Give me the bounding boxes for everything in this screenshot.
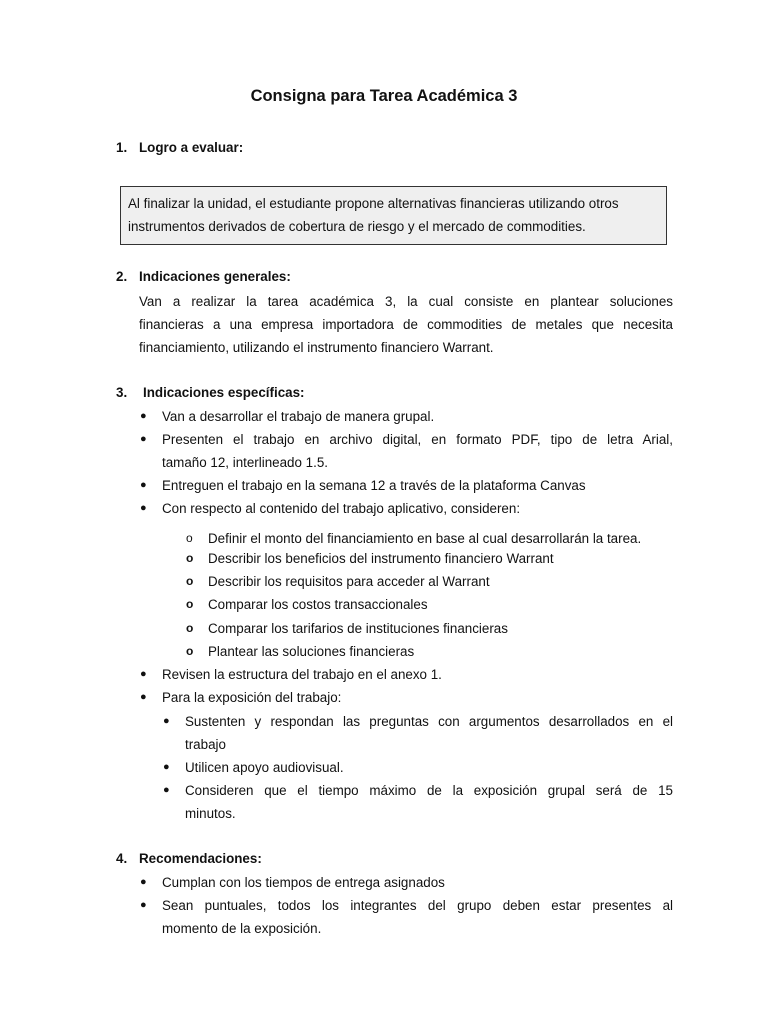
circle-bullet-icon: o (186, 551, 194, 565)
bullet-icon: ● (163, 715, 170, 727)
content-subitem-4: Comparar los costos transaccionales (208, 597, 428, 612)
section-3-number: 3. (116, 385, 128, 400)
circle-bullet-icon: o (186, 621, 194, 635)
bullet-icon: ● (140, 433, 147, 445)
learning-outcome-line-1: Al finalizar la unidad, el estudiante propone alternativas financieras utilizando otros (128, 196, 619, 211)
section-4-heading: Recomendaciones: (139, 851, 262, 866)
section-2-number: 2. (116, 269, 128, 284)
section-2-heading: Indicaciones generales: (139, 269, 291, 284)
exposition-item-3-line-1: Consideren que el tiempo máximo de la exposición grupal será de 15 (185, 783, 673, 798)
general-line-2: financieras a una empresa importadora de commodities de metales que necesita (139, 317, 673, 332)
specific-item-1: Van a desarrollar el trabajo de manera grupal. (162, 409, 435, 424)
bullet-icon: ● (140, 899, 147, 911)
learning-outcome-line-2: instrumentos derivados de cobertura de riesgo y el mercado de commodities. (128, 219, 586, 234)
section-1-number: 1. (116, 140, 128, 155)
content-subitem-1: Definir el monto del financiamiento en base al cual desarrollarán la tarea. (208, 531, 642, 546)
exposition-item-3-line-2: minutos. (185, 806, 236, 821)
specific-item-4: Con respecto al contenido del trabajo aplicativo, consideren: (162, 501, 521, 516)
content-subitem-6: Plantear las soluciones financieras (208, 644, 415, 659)
exposition-item-1-line-2: trabajo (185, 737, 226, 752)
bullet-icon: ● (163, 761, 170, 773)
bullet-icon: ● (140, 668, 147, 680)
general-line-1: Van a realizar la tarea académica 3, la cual consiste en plantear soluciones (139, 294, 673, 309)
bullet-icon: ● (140, 479, 147, 491)
circle-bullet-icon: o (186, 644, 194, 658)
content-subitem-3: Describir los requisitos para acceder al Warrant (208, 574, 490, 589)
recommendation-1: Cumplan con los tiempos de entrega asignados (162, 875, 445, 890)
recommendation-2-line-1: Sean puntuales, todos los integrantes del grupo deben estar presentes al (162, 898, 673, 913)
content-subitem-5: Comparar los tarifarios de instituciones financieras (208, 621, 508, 636)
specific-item-2-line-2: tamaño 12, interlineado 1.5. (162, 455, 329, 470)
learning-outcome-box (120, 186, 667, 245)
general-line-3: financiamiento, utilizando el instrumento financiero Warrant. (139, 340, 494, 355)
section-4-number: 4. (116, 851, 128, 866)
bullet-icon: ● (163, 784, 170, 796)
bullet-icon: ● (140, 410, 147, 422)
section-1-heading: Logro a evaluar: (139, 140, 244, 155)
specific-item-3: Entreguen el trabajo en la semana 12 a través de la plataforma Canvas (162, 478, 586, 493)
circle-bullet-icon: o (186, 531, 193, 545)
recommendation-2-line-2: momento de la exposición. (162, 921, 322, 936)
section-3-heading: Indicaciones específicas: (143, 385, 305, 400)
specific-item-2-line-1: Presenten el trabajo en archivo digital, en formato PDF, tipo de letra Arial, (162, 432, 673, 447)
bullet-icon: ● (140, 691, 147, 703)
specific-item-5: Revisen la estructura del trabajo en el anexo 1. (162, 667, 442, 682)
exposition-item-1-line-1: Sustenten y respondan las preguntas con argumentos desarrollados en el (185, 714, 673, 729)
page-title: Consigna para Tarea Académica 3 (250, 87, 518, 105)
circle-bullet-icon: o (186, 597, 194, 611)
content-subitem-2: Describir los beneficios del instrumento financiero Warrant (208, 551, 554, 566)
specific-item-6: Para la exposición del trabajo: (162, 690, 342, 705)
exposition-item-2: Utilicen apoyo audiovisual. (185, 760, 344, 775)
circle-bullet-icon: o (186, 574, 194, 588)
bullet-icon: ● (140, 502, 147, 514)
bullet-icon: ● (140, 876, 147, 888)
